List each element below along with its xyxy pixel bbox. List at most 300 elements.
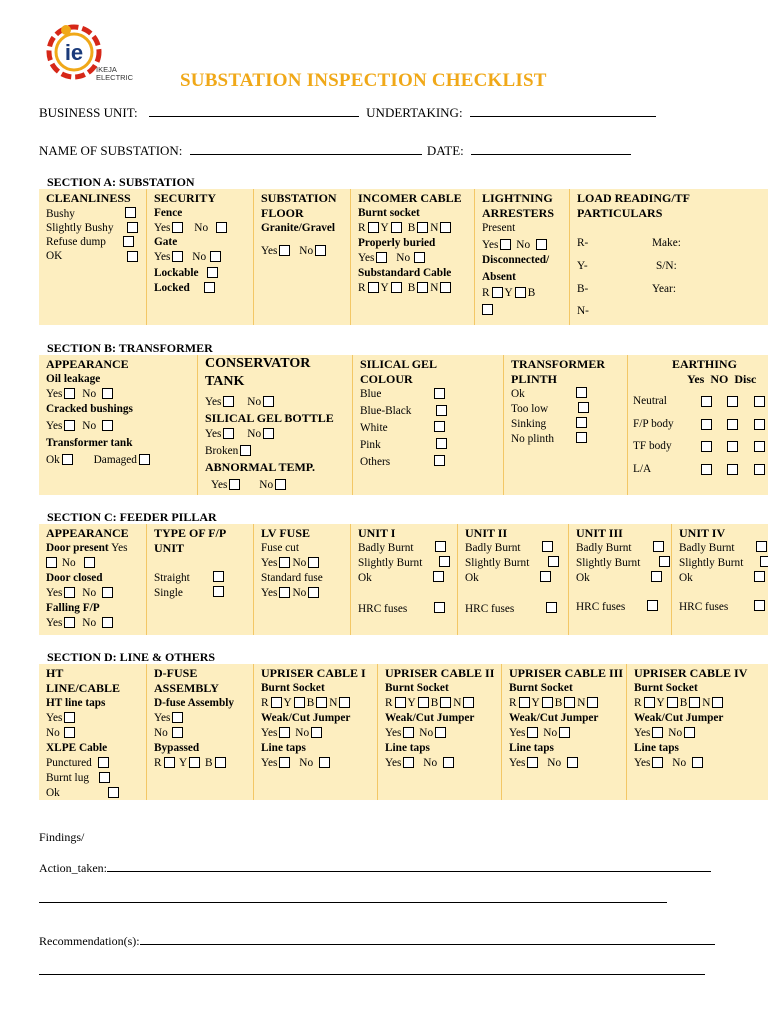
u3-b-checkbox[interactable] [564, 697, 575, 708]
cracked-label: Cracked bushings [46, 403, 133, 415]
sub-y: Y [380, 282, 389, 294]
unit-2-hrc-checkbox[interactable] [546, 602, 557, 613]
unit-1-badly: Badly Burnt [358, 542, 414, 554]
fp-no-checkbox[interactable] [727, 419, 738, 430]
temp-no-checkbox[interactable] [275, 479, 286, 490]
punctured-checkbox[interactable] [98, 757, 109, 768]
tank-ok: Ok [46, 454, 60, 466]
refuse-dump-label: Refuse dump [46, 236, 106, 248]
unit-1-slightly: Slightly Burnt [358, 557, 423, 569]
bypassed-label: Bypassed [154, 742, 200, 754]
incomer-n: N [430, 222, 439, 234]
u4-n: N [702, 697, 711, 709]
bushy-label: Bushy [46, 208, 75, 220]
u2-taps-yes-checkbox[interactable] [403, 757, 414, 768]
upriser-4-cell [626, 664, 768, 800]
conservator-head-2: TANK [205, 374, 245, 389]
lightning-head-2: ARRESTERS [482, 206, 555, 220]
door-no-checkbox[interactable] [84, 557, 95, 568]
u2-taps-no-checkbox[interactable] [443, 757, 454, 768]
incomer-b-checkbox[interactable] [417, 222, 428, 233]
single-checkbox[interactable] [213, 586, 224, 597]
tf-yes-checkbox[interactable] [701, 441, 712, 452]
u1-weak-yes-checkbox[interactable] [279, 727, 290, 738]
unit-3-slightly: Slightly Burnt [576, 557, 641, 569]
plinth-sinking: Sinking [511, 418, 547, 430]
load-cell [569, 189, 768, 325]
floor-yes-checkbox[interactable] [279, 245, 290, 256]
bottle-no-checkbox[interactable] [263, 428, 274, 439]
bottle-no: No [247, 428, 262, 440]
logo-text-2: ELECTRIC [96, 73, 134, 82]
gel-pink: Pink [360, 439, 381, 451]
buried-no-label: No [396, 252, 411, 264]
unit-3-badly-checkbox[interactable] [653, 541, 664, 552]
recommendation-label: Recommendation(s): [39, 934, 140, 948]
plinth-ok-checkbox[interactable] [576, 387, 587, 398]
recommendation-field[interactable] [39, 933, 715, 949]
ht-taps-label: HT line taps [46, 697, 106, 709]
unit-3-badly: Badly Burnt [576, 542, 632, 554]
tank-damaged-checkbox[interactable] [139, 454, 150, 465]
unit-4-hrc: HRC fuses [679, 601, 729, 613]
unit-3-hrc-checkbox[interactable] [647, 600, 658, 611]
unit-2-slightly-checkbox[interactable] [548, 556, 559, 567]
gate-yes-checkbox[interactable] [172, 251, 183, 262]
gel-blue-black-checkbox[interactable] [436, 405, 447, 416]
u3-n: N [577, 697, 586, 709]
u1-taps-yes-checkbox[interactable] [279, 757, 290, 768]
bypass-b-checkbox[interactable] [215, 757, 226, 768]
u4-r-checkbox[interactable] [644, 697, 655, 708]
la-no-label: No [516, 239, 531, 251]
unit-3-ok: Ok [576, 572, 590, 584]
bottle-yes: Yes [205, 428, 222, 440]
u2-weak-no: No [419, 727, 434, 739]
u1-r-checkbox[interactable] [271, 697, 282, 708]
gel-blue: Blue [360, 388, 382, 400]
granite-label: Granite/Gravel [261, 222, 336, 234]
u1-weak-no: No [295, 727, 310, 739]
ok-label: OK [46, 250, 63, 262]
ikeja-electric-logo [44, 16, 144, 88]
b-appearance-cell [39, 355, 197, 495]
unit-4-ok-checkbox[interactable] [754, 571, 765, 582]
floor-no-label: No [299, 245, 314, 257]
security-cell [146, 189, 253, 325]
u1-taps-no: No [299, 757, 314, 769]
gate-no-checkbox[interactable] [210, 251, 221, 262]
ht-yes-checkbox[interactable] [64, 712, 75, 723]
fuse-cut-label: Fuse cut [261, 542, 299, 554]
u4-weak-yes: Yes [634, 727, 651, 739]
cons-yes-checkbox[interactable] [223, 396, 234, 407]
std-yes: Yes [261, 587, 278, 599]
la-yes-checkbox[interactable] [500, 239, 511, 250]
unit-2-badly-checkbox[interactable] [542, 541, 553, 552]
unit-3-cell [568, 524, 671, 635]
lockable-label: Lockable [154, 267, 199, 279]
xlpe-ok-label: Ok [46, 787, 60, 799]
broken-label: Broken [205, 445, 239, 457]
u4-taps-no: No [672, 757, 687, 769]
substation-name-field[interactable] [39, 143, 631, 159]
u4-taps-yes: Yes [634, 757, 651, 769]
unit-1-cell [350, 524, 457, 635]
tank-ok-checkbox[interactable] [62, 454, 73, 465]
cleanliness-head: CLEANLINESS [46, 191, 131, 205]
plinth-too-low-checkbox[interactable] [578, 402, 589, 413]
earthing-tf-body: TF body [633, 440, 672, 452]
u3-weak-yes-checkbox[interactable] [527, 727, 538, 738]
floor-no-checkbox[interactable] [315, 245, 326, 256]
plinth-none-checkbox[interactable] [576, 432, 587, 443]
la-no-checkbox[interactable] [536, 239, 547, 250]
fp-type-head-1: TYPE OF F/P [154, 526, 227, 540]
gel-blue-black: Blue-Black [360, 405, 412, 417]
load-y: Y- [577, 260, 588, 272]
xlpe-label: XLPE Cable [46, 742, 108, 754]
falling-no: No [82, 617, 97, 629]
u1-r: R [261, 697, 269, 709]
recommendation-line-2[interactable] [39, 974, 705, 975]
closed-yes-checkbox[interactable] [64, 587, 75, 598]
gel-head-1: SILICAL GEL [360, 357, 438, 371]
ht-no: No [46, 727, 60, 739]
u3-r: R [509, 697, 517, 709]
security-head: SECURITY [154, 191, 217, 205]
unit-3-slightly-checkbox[interactable] [659, 556, 670, 567]
unit-2-hrc: HRC fuses [465, 603, 515, 615]
gel-bottle-label: SILICAL GEL BOTTLE [205, 411, 334, 425]
u4-weak-no: No [668, 727, 683, 739]
straight-label: Straight [154, 572, 190, 584]
slightly-bushy-label: Slightly Bushy [46, 222, 114, 234]
incomer-head: INCOMER CABLE [358, 191, 462, 205]
u4-b-checkbox[interactable] [689, 697, 700, 708]
fp-disc-checkbox[interactable] [754, 419, 765, 430]
dfuse-cell [146, 664, 253, 800]
std-yes-checkbox[interactable] [279, 587, 290, 598]
gel-blue-checkbox[interactable] [434, 388, 445, 399]
unit-1-slightly-checkbox[interactable] [439, 556, 450, 567]
u3-weak-no: No [543, 727, 558, 739]
door-yes: Yes [111, 542, 128, 554]
load-r: R- [577, 237, 589, 249]
u2-taps-no: No [423, 757, 438, 769]
burnt-lug-checkbox[interactable] [99, 772, 110, 783]
burnt-socket-label: Burnt socket [358, 207, 420, 219]
u2-r-checkbox[interactable] [395, 697, 406, 708]
std-no: No [292, 587, 307, 599]
neutral-disc-checkbox[interactable] [754, 396, 765, 407]
door-no: No [61, 557, 76, 569]
u3-y-checkbox[interactable] [542, 697, 553, 708]
incomer-y-checkbox[interactable] [391, 222, 402, 233]
u2-weak-no-checkbox[interactable] [435, 727, 446, 738]
earthing-cell [627, 355, 768, 495]
undertaking-label: UNDERTAKING: [366, 105, 463, 120]
cracked-no-checkbox[interactable] [102, 420, 113, 431]
u3-r-checkbox[interactable] [519, 697, 530, 708]
upriser-1-cell [253, 664, 377, 800]
unit-4-slightly-checkbox[interactable] [760, 556, 768, 567]
unit-4-hrc-checkbox[interactable] [754, 600, 765, 611]
bypass-b: B [204, 757, 213, 769]
earthing-head: EARTHING [672, 357, 737, 371]
lv-fuse-cell [253, 524, 350, 635]
unit-1-ok-checkbox[interactable] [433, 571, 444, 582]
falling-no-checkbox[interactable] [102, 617, 113, 628]
incomer-cell [350, 189, 474, 325]
buried-yes-checkbox[interactable] [376, 252, 387, 263]
bypass-r: R [154, 757, 162, 769]
u4-taps-yes-checkbox[interactable] [652, 757, 663, 768]
standard-fuse-label: Standard fuse [261, 572, 323, 584]
u2-b-checkbox[interactable] [440, 697, 451, 708]
falling-label: Falling F/P [46, 602, 100, 614]
broken-checkbox[interactable] [240, 445, 251, 456]
unit-3-ok-checkbox[interactable] [651, 571, 662, 582]
la-b: B [527, 287, 536, 299]
plinth-ok: Ok [511, 388, 525, 400]
oil-yes-checkbox[interactable] [64, 388, 75, 399]
sub-y-checkbox[interactable] [391, 282, 402, 293]
fence-yes-checkbox[interactable] [172, 222, 183, 233]
action-taken-field[interactable] [39, 860, 711, 876]
door-yes-checkbox[interactable] [46, 557, 57, 568]
page-title: SUBSTATION INSPECTION CHECKLIST [180, 70, 547, 91]
business-unit-field[interactable] [39, 105, 656, 121]
temp-no: No [259, 479, 274, 491]
unit-3-head: UNIT III [576, 526, 623, 540]
sub-b-checkbox[interactable] [417, 282, 428, 293]
u1-taps-no-checkbox[interactable] [319, 757, 330, 768]
upriser-3-taps: Line taps [509, 742, 554, 754]
unit-2-ok: Ok [465, 572, 479, 584]
gel-others-checkbox[interactable] [434, 455, 445, 466]
punctured-label: Punctured [46, 757, 92, 769]
plinth-head-2: PLINTH [511, 372, 558, 386]
incomer-r-checkbox[interactable] [368, 222, 379, 233]
u1-b-checkbox[interactable] [316, 697, 327, 708]
incomer-b: B [407, 222, 416, 234]
unit-4-badly-checkbox[interactable] [756, 541, 767, 552]
dfuse-yes-checkbox[interactable] [172, 712, 183, 723]
plinth-head-1: TRANSFORMER [511, 357, 606, 371]
floor-cell [253, 189, 350, 325]
la-b-checkbox[interactable] [482, 304, 493, 315]
tf-no-checkbox[interactable] [727, 441, 738, 452]
u4-n-checkbox[interactable] [712, 697, 723, 708]
u4-y: Y [656, 697, 665, 709]
tf-disc-checkbox[interactable] [754, 441, 765, 452]
u3-b: B [554, 697, 563, 709]
incomer-n-checkbox[interactable] [440, 222, 451, 233]
tank-damaged: Damaged [93, 454, 137, 466]
conservator-head-1: CONSERVATOR [205, 356, 311, 371]
u1-weak-no-checkbox[interactable] [311, 727, 322, 738]
bottle-yes-checkbox[interactable] [223, 428, 234, 439]
dfuse-no: No [154, 727, 168, 739]
unit-1-ok: Ok [358, 572, 372, 584]
locked-checkbox[interactable] [204, 282, 215, 293]
fuse-cut-yes-checkbox[interactable] [279, 557, 290, 568]
u2-n-checkbox[interactable] [463, 697, 474, 708]
floor-head-1: SUBSTATION [261, 191, 337, 205]
la-earth-yes-checkbox[interactable] [701, 464, 712, 475]
floor-head-2: FLOOR [261, 206, 304, 220]
cleanliness-cell [39, 189, 146, 325]
u1-y-checkbox[interactable] [294, 697, 305, 708]
u2-weak-yes-checkbox[interactable] [403, 727, 414, 738]
door-present-label: Door present [46, 542, 109, 554]
sub-n: N [430, 282, 439, 294]
lockable-checkbox[interactable] [207, 267, 218, 278]
u4-y-checkbox[interactable] [667, 697, 678, 708]
gel-head-2: COLOUR [360, 372, 413, 386]
unit-4-badly: Badly Burnt [679, 542, 735, 554]
cracked-yes-checkbox[interactable] [64, 420, 75, 431]
abnormal-temp-label: ABNORMAL TEMP. [205, 460, 316, 474]
unit-3-hrc: HRC fuses [576, 601, 626, 613]
fp-type-head-2: UNIT [154, 541, 185, 555]
unit-4-head: UNIT IV [679, 526, 726, 540]
plinth-sinking-checkbox[interactable] [576, 417, 587, 428]
sub-r-checkbox[interactable] [368, 282, 379, 293]
u1-y: Y [283, 697, 292, 709]
gel-white-checkbox[interactable] [434, 421, 445, 432]
buried-no-checkbox[interactable] [414, 252, 425, 263]
unit-1-hrc-checkbox[interactable] [434, 602, 445, 613]
bushy-checkbox[interactable] [125, 207, 136, 218]
load-head-2: PARTICULARS [577, 206, 663, 220]
falling-yes: Yes [46, 617, 63, 629]
u4-weak-yes-checkbox[interactable] [652, 727, 663, 738]
neutral-yes-checkbox[interactable] [701, 396, 712, 407]
gate-no-label: No [192, 251, 207, 263]
earthing-neutral: Neutral [633, 395, 667, 407]
temp-yes-checkbox[interactable] [229, 479, 240, 490]
u3-y: Y [531, 697, 540, 709]
ht-no-checkbox[interactable] [64, 727, 75, 738]
u1-n-checkbox[interactable] [339, 697, 350, 708]
la-yes-label: Yes [482, 239, 499, 251]
upriser-1-weak: Weak/Cut Jumper [261, 712, 351, 724]
dfuse-no-checkbox[interactable] [172, 727, 183, 738]
disconnected-label: Disconnected/ [482, 254, 550, 266]
slightly-bushy-checkbox[interactable] [127, 222, 138, 233]
present-label: Present [482, 222, 516, 234]
upriser-3-weak: Weak/Cut Jumper [509, 712, 599, 724]
fence-no-checkbox[interactable] [216, 222, 227, 233]
u2-y-checkbox[interactable] [418, 697, 429, 708]
u3-n-checkbox[interactable] [587, 697, 598, 708]
c-appearance-head: APPEARANCE [46, 526, 129, 540]
fence-yes-label: Yes [154, 222, 171, 234]
unit-4-cell [671, 524, 768, 635]
u3-taps-no-checkbox[interactable] [567, 757, 578, 768]
ht-yes: Yes [46, 712, 63, 724]
upriser-1-burnt: Burnt Socket [261, 682, 325, 694]
u3-taps-no: No [547, 757, 562, 769]
cons-no-checkbox[interactable] [263, 396, 274, 407]
sub-n-checkbox[interactable] [440, 282, 451, 293]
upriser-3-burnt: Burnt Socket [509, 682, 573, 694]
absent-label: Absent [482, 271, 516, 283]
std-no-checkbox[interactable] [308, 587, 319, 598]
bypass-y-checkbox[interactable] [189, 757, 200, 768]
make-label: Make: [652, 237, 681, 249]
oil-no-checkbox[interactable] [102, 388, 113, 399]
c-appearance-cell [39, 524, 146, 635]
unit-4-ok: Ok [679, 572, 693, 584]
section-c-title: SECTION C: FEEDER PILLAR [47, 510, 217, 524]
la-r-checkbox[interactable] [492, 287, 503, 298]
upriser-4-head: UPRISER CABLE IV [634, 666, 748, 680]
fuse-cut-no-checkbox[interactable] [308, 557, 319, 568]
load-b: B- [577, 283, 589, 295]
u3-weak-yes: Yes [509, 727, 526, 739]
section-b-table [39, 355, 768, 495]
unit-1-badly-checkbox[interactable] [435, 541, 446, 552]
la-y-checkbox[interactable] [515, 287, 526, 298]
action-taken-line-2[interactable] [39, 902, 667, 903]
u1-weak-yes: Yes [261, 727, 278, 739]
dfuse-head-1: D-FUSE [154, 666, 198, 680]
neutral-no-checkbox[interactable] [727, 396, 738, 407]
logo-text-1: IKEJA [96, 65, 117, 74]
u2-y: Y [407, 697, 416, 709]
xlpe-ok-checkbox[interactable] [108, 787, 119, 798]
falling-yes-checkbox[interactable] [64, 617, 75, 628]
logo-initials: ie [64, 40, 84, 65]
load-n: N- [577, 305, 589, 317]
gate-label: Gate [154, 236, 178, 248]
ok-checkbox[interactable] [127, 251, 138, 262]
la-earth-disc-checkbox[interactable] [754, 464, 765, 475]
section-b-title: SECTION B: TRANSFORMER [47, 341, 213, 355]
single-label: Single [154, 587, 183, 599]
lightning-head-1: LIGHTNING [482, 191, 553, 205]
u4-taps-no-checkbox[interactable] [692, 757, 703, 768]
la-y: Y [504, 287, 513, 299]
u1-b: B [306, 697, 315, 709]
la-earth-no-checkbox[interactable] [727, 464, 738, 475]
u2-r: R [385, 697, 393, 709]
substation-name-label: NAME OF SUBSTATION: [39, 143, 183, 158]
u3-taps-yes-checkbox[interactable] [527, 757, 538, 768]
u3-weak-no-checkbox[interactable] [559, 727, 570, 738]
dfuse-yes: Yes [154, 712, 171, 724]
closed-no-checkbox[interactable] [102, 587, 113, 598]
dfuse-head-2: ASSEMBLY [154, 681, 219, 695]
upriser-3-cell [501, 664, 626, 800]
bypass-r-checkbox[interactable] [164, 757, 175, 768]
ht-cell [39, 664, 146, 800]
unit-2-cell [457, 524, 568, 635]
fp-yes-checkbox[interactable] [701, 419, 712, 430]
incomer-y: Y [380, 222, 389, 234]
u4-weak-no-checkbox[interactable] [684, 727, 695, 738]
straight-checkbox[interactable] [213, 571, 224, 582]
unit-2-ok-checkbox[interactable] [540, 571, 551, 582]
u1-n: N [329, 697, 338, 709]
refuse-dump-checkbox[interactable] [123, 236, 134, 247]
gel-pink-checkbox[interactable] [436, 438, 447, 449]
cons-no: No [247, 396, 262, 408]
plinth-too-low: Too low [511, 403, 549, 415]
